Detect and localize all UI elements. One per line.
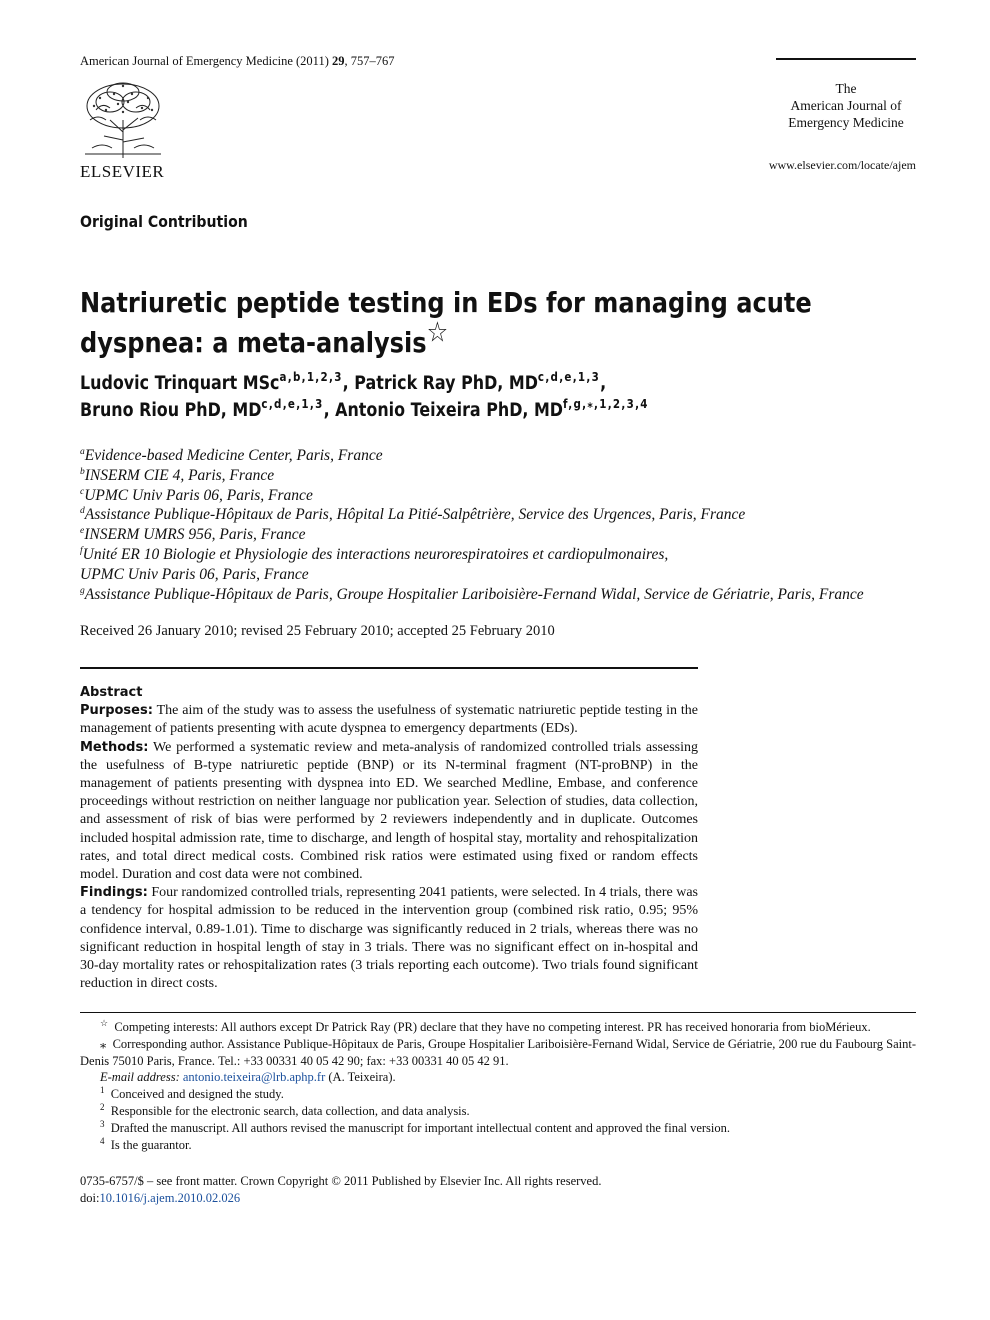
abstract-label: Findings: xyxy=(80,885,148,901)
section-type: Original Contribution xyxy=(80,212,248,231)
footnote-text: Responsible for the electronic search, data collection, and data analysis. xyxy=(110,1103,470,1118)
footnote-number: 4 xyxy=(100,1135,105,1146)
abstract xyxy=(80,684,698,993)
footnote-email xyxy=(80,1069,916,1086)
footnote-number: 2 xyxy=(100,1101,105,1112)
abstract-label: Methods: xyxy=(80,739,149,755)
elsevier-logo xyxy=(80,80,170,182)
asterisk-icon: ⁎ xyxy=(100,1036,107,1051)
received-dates: Received 26 January 2010; revised 25 February 2010; accepted 25 February 2010 xyxy=(80,623,555,639)
affiliation-list xyxy=(80,446,940,604)
journal-citation xyxy=(80,54,395,69)
affiliation-key: d xyxy=(80,506,85,517)
affiliation-text: UPMC Univ Paris 06, Paris, France xyxy=(80,565,309,583)
footnotes xyxy=(80,1019,916,1153)
abstract-text: Four randomized controlled trials, representing 2041 patients, were selected. In 4 trials, there was a tendency for hospital admission to be reduced in the intervention group (combined risk ratio, 0.95; 95% confidence interval, 0.89-1.01). Time to discharge was significantly reduced in 2 trials, whereas there was no significant reduction in hospital length of stay in 3 trials. There was no significant effect on in-hospital and 30-day mortality rates or rehospitalization rates (3 trials reporting each outcome). Two trials found significant reduction in direct costs. xyxy=(80,885,698,992)
author-name: Antonio Teixeira PhD, MD xyxy=(335,400,564,421)
affiliation-key: e xyxy=(80,526,85,537)
affiliation-text: INSERM CIE 4, Paris, France xyxy=(84,466,275,484)
footnote-item xyxy=(80,1103,916,1120)
abstract-text: The aim of the study was to assess the usefulness of systematic natriuretic peptide testing in the management of patients presenting with acute dyspnea to emergency departments (EDs). xyxy=(80,703,698,737)
affiliation-key: b xyxy=(80,466,85,477)
author-affil-marks[interactable]: f,g,⁎,1,2,3,4 xyxy=(563,397,649,411)
title-star-icon[interactable]: ☆ xyxy=(426,315,449,349)
citation-pages: , 757–767 xyxy=(344,54,395,68)
footnote-number: 1 xyxy=(100,1085,105,1096)
abstract-findings xyxy=(80,884,698,993)
footnote-text: Conceived and designed the study. xyxy=(110,1087,284,1102)
affiliation-item xyxy=(80,466,940,486)
affiliation-text: UPMC Univ Paris 06, Paris, France xyxy=(84,486,313,504)
abstract-divider xyxy=(80,667,698,669)
author-name: Bruno Riou PhD, MD xyxy=(80,400,262,421)
star-icon: ☆ xyxy=(100,1018,109,1028)
citation-volume: 29 xyxy=(332,54,345,68)
author-separator: , xyxy=(323,400,336,421)
copyright-line: 0735-6757/$ – see front matter. Crown Copyright © 2011 Published by Elsevier Inc. All rights reserved. xyxy=(80,1174,602,1188)
footnote-corresponding xyxy=(80,1036,916,1070)
doi-label: doi: xyxy=(80,1191,100,1205)
affiliation-text: Unité ER 10 Biologie et Physiologie des interactions neurorespiratoires et cardiopulmonaires, xyxy=(82,545,669,563)
abstract-heading: Abstract xyxy=(80,685,143,700)
footnote-divider xyxy=(80,1012,916,1013)
affiliation-key: g xyxy=(80,585,85,596)
doi-line xyxy=(80,1190,601,1207)
affiliation-key: a xyxy=(80,447,85,457)
affiliation-item xyxy=(80,585,940,605)
journal-name-line3: Emergency Medicine xyxy=(788,115,904,130)
copyright-block xyxy=(80,1173,601,1207)
journal-url[interactable]: www.elsevier.com/locate/ajem xyxy=(768,158,916,172)
affiliation-text: Assistance Publique-Hôpitaux de Paris, Groupe Hospitalier Lariboisière-Fernand Widal, Service de Gériatrie, Paris, France xyxy=(84,585,864,603)
author-affil-marks[interactable]: c,d,e,1,3 xyxy=(537,370,601,384)
author-separator: , xyxy=(600,373,607,394)
doi-link[interactable]: 10.1016/j.ajem.2010.02.026 xyxy=(99,1191,241,1205)
elsevier-tree-icon xyxy=(80,80,166,160)
author-list xyxy=(80,370,906,424)
abstract-methods xyxy=(80,739,698,885)
email-label: E-mail address: xyxy=(100,1070,180,1085)
footnote-competing xyxy=(80,1019,916,1036)
footnote-item xyxy=(80,1137,916,1154)
footnote-item xyxy=(80,1086,916,1103)
email-link[interactable]: antonio.teixeira@lrb.aphp.fr xyxy=(182,1070,326,1085)
journal-masthead xyxy=(776,58,916,131)
author-separator: , xyxy=(342,373,355,394)
affiliation-item xyxy=(80,545,940,565)
article-title xyxy=(80,283,854,363)
footnote-number: 3 xyxy=(100,1118,105,1129)
email-suffix: (A. Teixeira). xyxy=(325,1070,396,1085)
publisher-name: ELSEVIER xyxy=(80,162,165,181)
affiliation-item xyxy=(80,446,940,466)
title-text: Natriuretic peptide testing in EDs for managing acute dyspnea: a meta-analysis xyxy=(80,286,812,359)
footnote-text: Is the guarantor. xyxy=(110,1137,192,1152)
author-name: Patrick Ray PhD, MD xyxy=(354,373,538,394)
footnote-text: Competing interests: All authors except Dr Patrick Ray (PR) declare that they have no competing interest. PR has received honoraria from bioMérieux. xyxy=(114,1020,871,1034)
affiliation-item xyxy=(80,505,940,525)
abstract-purposes xyxy=(80,702,698,738)
author-name: Ludovic Trinquart MSc xyxy=(80,373,280,394)
affiliation-text: INSERM UMRS 956, Paris, France xyxy=(84,526,306,544)
affiliation-text: Evidence-based Medicine Center, Paris, France xyxy=(84,447,383,464)
author-affil-marks[interactable]: c,d,e,1,3 xyxy=(261,397,324,411)
citation-journal: American Journal of Emergency Medicine (2011) xyxy=(80,54,332,68)
affiliation-key: f xyxy=(80,545,83,556)
affiliation-item xyxy=(80,565,940,585)
footnote-text: Corresponding author. Assistance Publique-Hôpitaux de Paris, Groupe Hospitalier Lariboisière-Fernand Widal, Service de Gériatrie, 200 rue du Faubourg Saint-Denis 75010 Paris, France. Tel.: +33 00331 40 05 42 90; fax: +33 00331 40 05 42 91. xyxy=(80,1036,916,1068)
affiliation-text: Assistance Publique-Hôpitaux de Paris, Hôpital La Pitié-Salpêtrière, Service des Urgences, Paris, France xyxy=(84,506,746,524)
affiliation-key: c xyxy=(80,486,85,497)
abstract-label: Purposes: xyxy=(80,703,153,719)
journal-name-line2: American Journal of xyxy=(790,98,902,113)
author-affil-marks[interactable]: a,b,1,2,3 xyxy=(279,370,343,384)
footnote-text: Drafted the manuscript. All authors revised the manuscript for important intellectual content and approved the final version. xyxy=(110,1120,731,1135)
affiliation-item xyxy=(80,486,940,506)
journal-name-line1: The xyxy=(835,81,857,96)
affiliation-item xyxy=(80,525,940,545)
footnote-item xyxy=(80,1120,916,1137)
abstract-text: We performed a systematic review and meta-analysis of randomized controlled trials assessing the usefulness of B-type natriuretic peptide (BNP) or its N-terminal fragment (NT-proBNP) in the management of patients presenting with dyspnea into ED. We searched Medline, Embase, and conference proceedings without restriction on neither language nor publication year. Selection of studies, data collection, and assessment of risk of bias were performed by 2 reviewers independently and in duplicate. Outcomes included hospital admission rate, time to discharge, and length of hospital stay, mortality and rehospitalization rates, and total direct medical costs. Combined risk ratios were estimated using fixed or random effects model. Duration and cost data were not combined. xyxy=(80,739,698,883)
